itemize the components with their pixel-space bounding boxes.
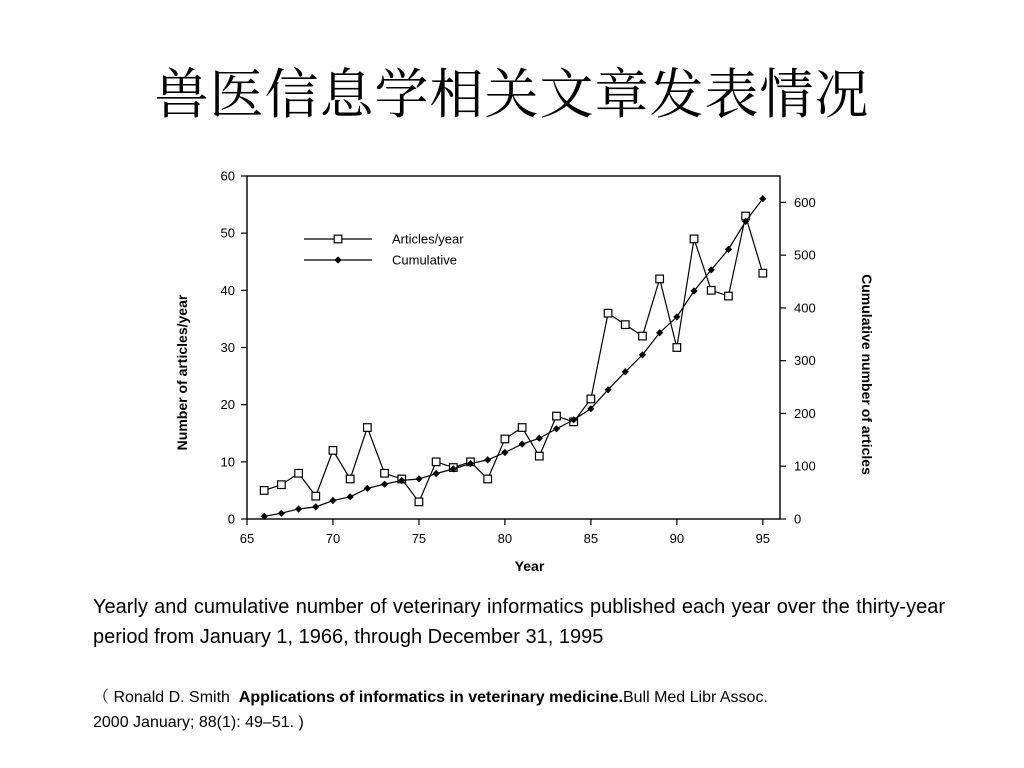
x-tick-label: 85 [583,531,599,546]
articles-per-year-point [346,475,354,483]
slide-title: 兽医信息学相关文章发表情况 [154,63,870,126]
y2-tick-label: 400 [794,300,816,316]
cumulative-point [553,425,560,432]
cumulative-point [415,475,422,482]
articles-per-year-point [621,321,629,329]
articles-per-year-point [725,292,733,300]
y-axis-label: Number of articles/year [174,294,190,451]
citation-prefix: （ Ronald D. Smith [93,689,230,706]
x-tick-label: 80 [497,531,513,546]
cumulative-point [312,503,319,510]
cumulative-point [501,449,508,456]
chart-legend [304,232,464,268]
y2-tick-label: 500 [794,247,816,263]
x-tick-label: 75 [411,531,427,546]
articles-per-year-point [707,287,715,295]
articles-per-year-point [484,475,492,483]
articles-per-year-point [501,435,509,443]
y-tick-label: 40 [220,282,235,298]
articles-per-year-point [312,492,320,500]
cumulative-point [381,481,388,488]
cumulative-point [518,440,525,447]
articles-per-year-point [278,481,286,489]
articles-per-year-point [587,395,595,403]
y2-tick-label: 200 [794,405,816,421]
articles-per-year-point [329,447,337,455]
articles-per-year-point [656,275,664,283]
cumulative-point [433,470,440,477]
articles-per-year-point [260,487,268,495]
x-tick-label: 65 [239,531,255,546]
y-tick-label: 20 [220,397,235,413]
cumulative-point [484,456,491,463]
legend-label: Articles/year [392,231,464,247]
cumulative-point [295,505,302,512]
y2-axis-label: Cumulative number of articles [859,274,875,475]
articles-per-year-point [690,235,698,243]
y2-tick-label: 600 [794,194,816,210]
x-axis-label: Year [514,558,545,574]
articles-per-year-point [759,269,767,277]
series-line-2 [264,199,763,517]
citation-article-title: Applications of informatics in veterinary medicine. [238,689,623,706]
y-tick-label: 30 [220,340,235,355]
articles-per-year-point [432,458,440,466]
articles-per-year-point [415,498,423,506]
articles-per-year-point [381,469,389,477]
legend-label: Cumulative [392,252,458,268]
cumulative-point [278,510,285,517]
citation-journal: Bull Med Libr Assoc. [622,689,768,706]
y2-tick-label: 100 [794,458,816,474]
figure-caption: Yearly and cumulative number of veterinary informatics published each year over the thirty-year period from January 1, 1966, through December 31, 1995 [93,596,945,648]
x-tick-label: 70 [325,531,341,546]
y-tick-label: 10 [220,454,235,470]
cumulative-point [364,485,371,492]
cumulative-point [536,435,543,442]
articles-per-year-point [639,332,647,340]
x-tick-label: 95 [755,531,771,546]
articles-per-year-point [553,412,561,420]
y-tick-label: 0 [227,511,235,527]
articles-per-year-point [535,452,543,460]
legend-marker-square [334,235,342,243]
articles-per-year-point [364,424,372,432]
articles-per-year-point [604,309,612,317]
articles-per-year-point [295,469,303,477]
chart-series [260,195,766,520]
articles-per-year-point [673,344,681,352]
cumulative-point [329,497,336,504]
citation-details: 2000 January; 88(1): 49–51. ) [93,714,304,731]
y2-tick-label: 300 [794,353,816,369]
y2-tick-label: 0 [794,511,802,527]
y-tick-label: 50 [220,225,235,241]
x-tick-label: 90 [669,531,685,546]
y-tick-label: 60 [220,168,235,184]
cumulative-point [347,493,354,500]
legend-marker-diamond [334,256,341,263]
citation [93,685,945,735]
articles-per-year-point [518,424,526,432]
